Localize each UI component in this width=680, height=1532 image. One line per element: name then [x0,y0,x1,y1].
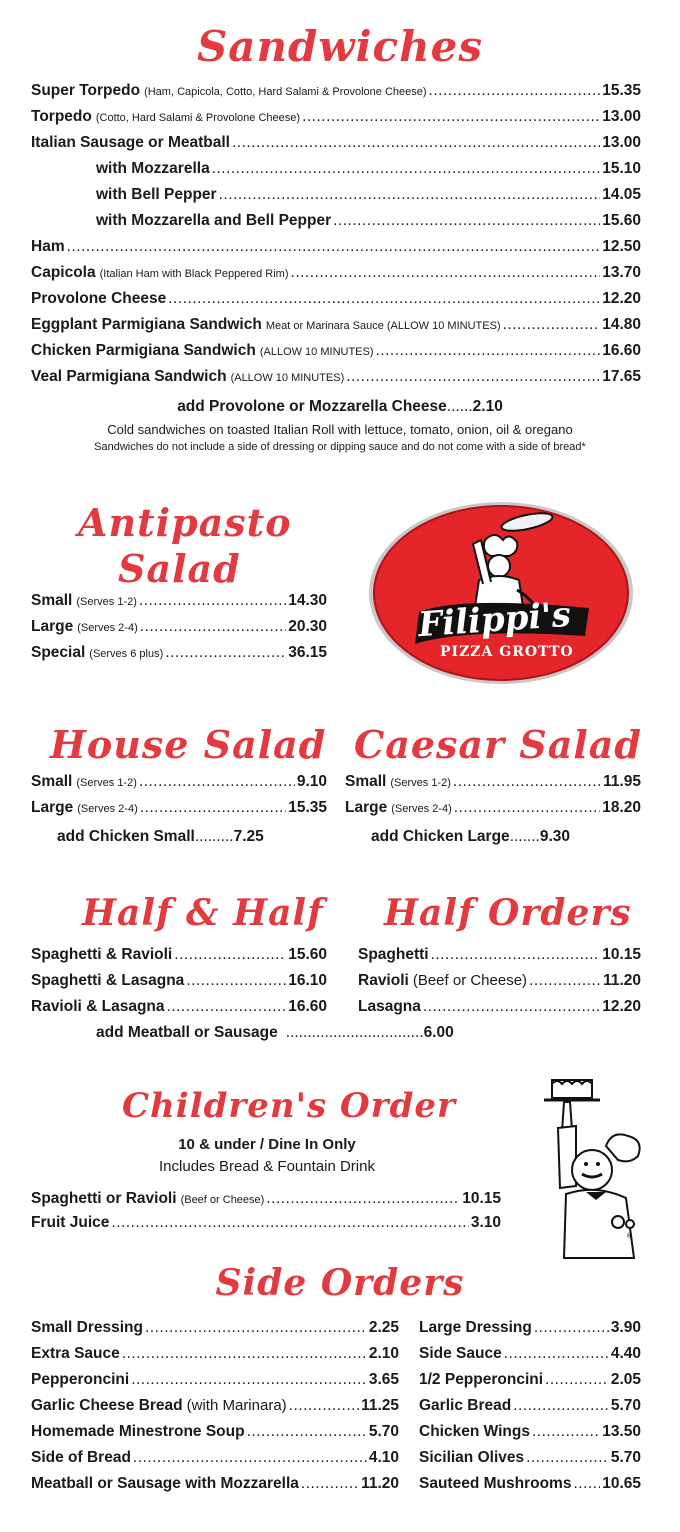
menu-item: Fruit Juice ..... 3.10 [31,1214,501,1232]
meatball-addon: add Meatball or Sausage ................................ 6.00 [96,1024,454,1041]
menu-item: Small (Serves 1-2) ..... 9.10 [31,773,327,791]
menu-item: Small (Serves 1-2) ..... 14.30 [31,592,327,610]
menu-item: 1/2 Pepperoncini ..... 2.05 [419,1371,641,1389]
sandwich-disclaimer: Sandwiches do not include a side of dressing or dipping sauce and do not come with a side of bread* [94,441,586,453]
menu-item: Homemade Minestrone Soup ..... 5.70 [31,1423,399,1441]
menu-item: Large (Serves 2-4) ..... 20.30 [31,618,327,636]
house-salad-addon: add Chicken Small ......... 7.25 [57,828,264,845]
menu-item: Lasagna ..... 12.20 [358,998,641,1016]
menu-item: Sicilian Olives ..... 5.70 [419,1449,641,1467]
menu-item: Spaghetti & Lasagna ..... 16.10 [31,972,327,990]
menu-item: Provolone Cheese ..... 12.20 [31,290,641,308]
menu-item: Capicola (Italian Ham with Black Peppered Rim) ..... 13.70 [31,264,641,282]
menu-item: Ravioli (Beef or Cheese) ..... 11.20 [358,972,641,990]
menu-item: Meatball or Sausage with Mozzarella ..... 11.20 [31,1475,399,1493]
menu-item: Chicken Parmigiana Sandwich (ALLOW 10 MINUTES) ..... 16.60 [31,342,641,360]
menu-item: Italian Sausage or Meatball ..... 13.00 [31,134,641,152]
antipasto-title-line1: Antipasto [78,500,292,545]
menu-item: Side of Bread ..... 4.10 [31,1449,399,1467]
menu-item: Veal Parmigiana Sandwich (ALLOW 10 MINUTES) ..... 17.65 [31,368,641,386]
chef-illustration [526,1072,650,1262]
sandwich-footnote: Cold sandwiches on toasted Italian Roll with lettuce, tomato, onion, oil & oregano [107,422,573,437]
half-half-title: Half & Half [82,892,324,934]
menu-item: with Mozzarella and Bell Pepper ..... 15.60 [96,212,641,230]
menu-item: Sauteed Mushrooms ..... 10.65 [419,1475,641,1493]
menu-item: Small Dressing ..... 2.25 [31,1319,399,1337]
menu-item: Side Sauce ..... 4.40 [419,1345,641,1363]
children-subtitle: 10 & under / Dine In Only [178,1136,356,1153]
menu-item: Pepperoncini ..... 3.65 [31,1371,399,1389]
half-orders-title: Half Orders [384,892,632,934]
logo-subtitle: PIZZA GROTTO [440,644,574,660]
menu-item: Spaghetti ..... 10.15 [358,946,641,964]
menu-item: Spaghetti & Ravioli ..... 15.60 [31,946,327,964]
cheese-addon: add Provolone or Mozzarella Cheese......2.10 [177,398,503,415]
childrens-order-title: Children's Order [122,1086,456,1126]
logo-brand: Filippi's [416,594,573,646]
house-salad-title: House Salad [50,722,327,767]
menu-item: Super Torpedo (Ham, Capicola, Cotto, Hard Salami & Provolone Cheese) ..... 15.35 [31,82,641,100]
menu-item: Ham ..... 12.50 [31,238,641,256]
menu-item: Chicken Wings ..... 13.50 [419,1423,641,1441]
antipasto-title-line2: Salad [118,546,241,591]
menu-item: Spaghetti or Ravioli (Beef or Cheese) ..... 10.15 [31,1190,501,1208]
svg-text:®: ® [626,1232,633,1240]
menu-item: Special (Serves 6 plus) ..... 36.15 [31,644,327,662]
caesar-salad-title: Caesar Salad [354,722,643,767]
menu-item: Large Dressing ..... 3.90 [419,1319,641,1337]
menu-item: Garlic Bread ..... 5.70 [419,1397,641,1415]
side-orders-title: Side Orders [215,1262,465,1304]
menu-item: with Bell Pepper ..... 14.05 [96,186,641,204]
sandwiches-title: Sandwiches [196,22,484,71]
children-includes: Includes Bread & Fountain Drink [159,1158,375,1175]
menu-item: Large (Serves 2-4) ..... 15.35 [31,799,327,817]
menu-item: Eggplant Parmigiana Sandwich Meat or Marinara Sauce (ALLOW 10 MINUTES) ..... 14.80 [31,316,641,334]
menu-item: Garlic Cheese Bread (with Marinara) ..... 11.25 [31,1397,399,1415]
menu-item: Extra Sauce ..... 2.10 [31,1345,399,1363]
menu-item: Large (Serves 2-4) ..... 18.20 [345,799,641,817]
menu-item: Ravioli & Lasagna ..... 16.60 [31,998,327,1016]
menu-item: Small (Serves 1-2) ..... 11.95 [345,773,641,791]
menu-item: Torpedo (Cotto, Hard Salami & Provolone Cheese) ..... 13.00 [31,108,641,126]
menu-item: with Mozzarella ..... 15.10 [96,160,641,178]
caesar-salad-addon: add Chicken Large ....... 9.30 [371,828,571,845]
